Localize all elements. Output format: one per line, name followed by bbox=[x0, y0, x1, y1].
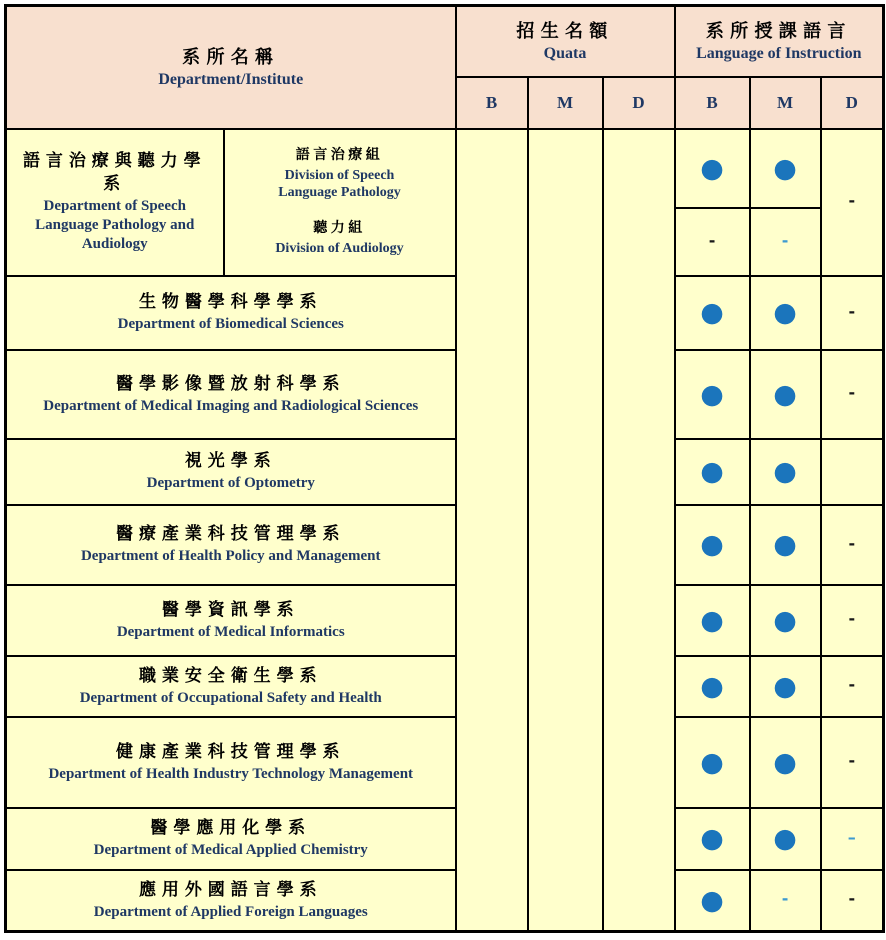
quota-m-column-empty bbox=[528, 129, 603, 932]
dept-cell bbox=[6, 585, 456, 656]
dept-zh: 視光學系 bbox=[184, 451, 277, 471]
lang-b-cell bbox=[675, 208, 750, 276]
lang-m-cell bbox=[750, 439, 821, 505]
quota-d-column-empty bbox=[603, 129, 675, 932]
table-row-optometry bbox=[6, 439, 884, 505]
lang-b-cell bbox=[675, 717, 750, 808]
dept-cell bbox=[6, 350, 456, 439]
language-mark: ● bbox=[773, 604, 797, 636]
division-cell bbox=[224, 129, 456, 276]
dept-en: Department of Occupational Safety and Health bbox=[79, 689, 382, 706]
lang-m-cell bbox=[750, 350, 821, 439]
language-mark: ● bbox=[773, 456, 797, 487]
dept-en: Department of Applied Foreign Languages bbox=[93, 903, 368, 920]
lang-d-cell bbox=[821, 276, 884, 350]
lang-b-cell bbox=[675, 656, 750, 717]
language-mark: ● bbox=[773, 823, 797, 854]
quota-col-b: B bbox=[456, 77, 528, 129]
dept-cell bbox=[6, 505, 456, 585]
dept-en: Department of Health Industry Technology Management bbox=[48, 765, 414, 782]
lang-m-cell bbox=[750, 870, 821, 932]
division-speech-pathology bbox=[227, 147, 453, 202]
language-mark: - bbox=[848, 191, 856, 210]
dept-cell bbox=[6, 717, 456, 808]
table-row-medical-imaging bbox=[6, 350, 884, 439]
lang-d-cell bbox=[821, 656, 884, 717]
lang-b-cell bbox=[675, 808, 750, 870]
lang-m-cell bbox=[750, 129, 821, 208]
lang-d-cell bbox=[821, 505, 884, 585]
dept-cell bbox=[6, 276, 456, 350]
language-mark: ● bbox=[773, 297, 797, 328]
language-mark: ● bbox=[773, 746, 797, 778]
language-mark: ● bbox=[773, 152, 797, 184]
table-row-biomedical bbox=[6, 276, 884, 350]
language-mark: ● bbox=[700, 297, 724, 328]
language-mark: ● bbox=[773, 529, 797, 560]
dept-cell bbox=[6, 439, 456, 505]
dept-zh: 醫學資訊學系 bbox=[161, 599, 300, 619]
lang-m-cell bbox=[750, 808, 821, 870]
dept-en: Department of Speech Language Pathology and Audiology bbox=[35, 198, 195, 252]
language-mark: - bbox=[781, 230, 789, 250]
division-audiology bbox=[227, 220, 453, 257]
language-col-m: M bbox=[750, 77, 821, 129]
lang-d-cell bbox=[821, 808, 884, 870]
table-row-medical-applied-chemistry bbox=[6, 808, 884, 870]
lang-m-cell bbox=[750, 276, 821, 350]
dept-en: Department of Optometry bbox=[146, 475, 315, 492]
language-mark: ● bbox=[700, 378, 724, 410]
header-language bbox=[675, 6, 884, 77]
lang-b-cell bbox=[675, 276, 750, 350]
dept-zh: 健康產業科技管理學系 bbox=[116, 741, 346, 761]
lang-b-cell bbox=[675, 129, 750, 208]
dept-zh: 職業安全衛生學系 bbox=[138, 665, 323, 685]
quota-col-m: M bbox=[528, 77, 603, 129]
dept-zh: 語言治療與聽力學系 bbox=[22, 151, 207, 194]
header-language-en: Language of Instruction bbox=[696, 44, 862, 62]
lang-b-cell bbox=[675, 505, 750, 585]
table-row-medical-informatics bbox=[6, 585, 884, 656]
header-department-en: Department/Institute bbox=[158, 70, 304, 88]
dept-zh: 醫療產業科技管理學系 bbox=[116, 524, 346, 544]
header-language-zh: 系所授課語言 bbox=[705, 20, 852, 41]
dept-zh: 醫學應用化學系 bbox=[150, 818, 312, 838]
dept-cell-speech bbox=[6, 129, 224, 276]
quota-b-column-empty bbox=[456, 129, 528, 932]
table-row-speech-division1 bbox=[6, 129, 884, 208]
language-col-d: D bbox=[821, 77, 884, 129]
language-mark: - bbox=[848, 301, 856, 321]
table-row-applied-foreign-languages bbox=[6, 870, 884, 932]
lang-d-cell bbox=[821, 870, 884, 932]
quota-col-d: D bbox=[603, 77, 675, 129]
language-mark: ● bbox=[700, 746, 724, 778]
language-mark: ● bbox=[700, 456, 724, 487]
language-mark: – bbox=[847, 827, 856, 847]
lang-b-cell bbox=[675, 439, 750, 505]
division-en: Division of Speech Language Pathology bbox=[278, 167, 401, 201]
header-row-groups bbox=[6, 6, 884, 77]
departments-language-table bbox=[4, 4, 885, 933]
language-mark: ● bbox=[773, 670, 797, 702]
language-mark: - bbox=[848, 675, 856, 694]
header-quota-zh: 招生名額 bbox=[516, 20, 614, 41]
lang-d-cell bbox=[821, 717, 884, 808]
dept-en: Department of Biomedical Sciences bbox=[117, 316, 344, 333]
dept-en: Department of Health Policy and Management bbox=[80, 548, 381, 565]
header-quota bbox=[456, 6, 675, 77]
lang-d-cell bbox=[821, 350, 884, 439]
dept-zh: 生物醫學科學學系 bbox=[138, 292, 323, 312]
lang-d-cell bbox=[821, 585, 884, 656]
language-mark: - bbox=[848, 383, 856, 402]
lang-m-cell bbox=[750, 208, 821, 276]
language-mark: ● bbox=[700, 604, 724, 636]
table-row-occupational-safety bbox=[6, 656, 884, 717]
language-mark: - bbox=[848, 751, 856, 770]
lang-m-cell bbox=[750, 717, 821, 808]
dept-cell bbox=[6, 870, 456, 932]
lang-d-cell bbox=[821, 129, 884, 276]
lang-m-cell bbox=[750, 585, 821, 656]
language-mark: ● bbox=[700, 884, 724, 916]
dept-zh: 醫學影像暨放射科學系 bbox=[116, 373, 346, 393]
language-mark: ● bbox=[700, 529, 724, 560]
division-en: Division of Audiology bbox=[275, 240, 404, 256]
language-mark: - bbox=[848, 533, 856, 553]
language-mark: - bbox=[781, 889, 789, 909]
language-mark: ● bbox=[700, 152, 724, 184]
header-department-zh: 系所名稱 bbox=[182, 46, 280, 67]
dept-zh: 應用外國語言學系 bbox=[138, 879, 323, 899]
language-mark: ● bbox=[700, 823, 724, 854]
language-col-b: B bbox=[675, 77, 750, 129]
dept-en: Department of Medical Applied Chemistry bbox=[93, 842, 368, 859]
lang-d-cell bbox=[821, 439, 884, 505]
lang-b-cell bbox=[675, 870, 750, 932]
language-mark: - bbox=[848, 889, 856, 909]
header-department bbox=[6, 6, 456, 129]
division-zh: 聽力組 bbox=[313, 220, 366, 236]
language-mark: - bbox=[848, 609, 856, 628]
dept-en: Department of Medical Imaging and Radiological Sciences bbox=[43, 397, 419, 414]
language-mark: - bbox=[708, 230, 716, 250]
lang-m-cell bbox=[750, 505, 821, 585]
language-mark: ● bbox=[700, 670, 724, 702]
header-quota-en: Quata bbox=[543, 44, 587, 62]
lang-m-cell bbox=[750, 656, 821, 717]
dept-cell bbox=[6, 656, 456, 717]
lang-b-cell bbox=[675, 350, 750, 439]
lang-b-cell bbox=[675, 585, 750, 656]
table-row-health-industry bbox=[6, 717, 884, 808]
language-mark: ● bbox=[773, 378, 797, 410]
dept-cell bbox=[6, 808, 456, 870]
division-zh: 語言治療組 bbox=[295, 147, 384, 163]
table-row-health-policy bbox=[6, 505, 884, 585]
dept-en: Department of Medical Informatics bbox=[116, 623, 345, 640]
